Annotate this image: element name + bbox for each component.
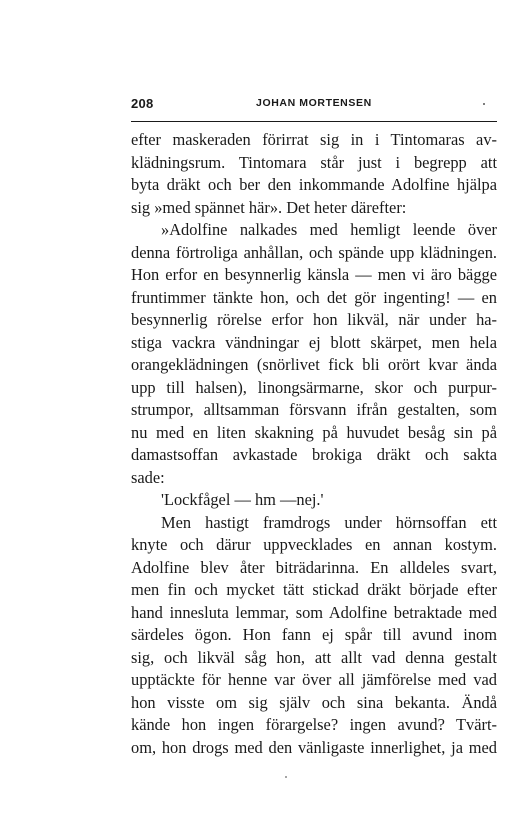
text-line: nu med en liten skakning på huvudet besåg sin på bbox=[131, 422, 497, 442]
text-line: denna förtroliga anhållan, och spände upp klädningen. bbox=[131, 242, 497, 262]
text-line: Adolfine blev åter biträdarinna. En alldeles svart, bbox=[131, 557, 497, 577]
text-line: upp till halsen), linongsärmarne, skor och purpur- bbox=[131, 377, 497, 397]
text-line: stiga vackra vändningar ej blott skärpet, men hela bbox=[131, 332, 497, 352]
text-line: särdeles ögon. Hon fann ej spår till avund inom bbox=[131, 625, 497, 644]
text-line: byta dräkt och ber den inkommande Adolfine hjälpa bbox=[131, 175, 497, 194]
text-line: orangeklädningen (snörlivet fick bli orört kvar ända bbox=[131, 355, 497, 374]
ink-speck bbox=[285, 776, 287, 778]
text-line: kände hon ingen förargelse? ingen avund? Tvärt- bbox=[131, 715, 497, 734]
body-text bbox=[131, 129, 497, 759]
text-line: knyte och därur uppvecklades en annan kostym. bbox=[131, 535, 497, 554]
header-rule bbox=[131, 121, 497, 122]
text-line: sig, och likväl såg hon, att allt vad denna gestalt bbox=[131, 647, 497, 667]
text-line: 'Lockfågel — hm —nej.' bbox=[161, 490, 324, 509]
text-line: hon visste om sig själv och sina bekanta. Ändå bbox=[131, 692, 497, 712]
ink-speck bbox=[483, 103, 485, 105]
text-line: sade: bbox=[131, 467, 165, 487]
text-line: strumpor, alltsamman försvann ifrån gestalten, som bbox=[131, 400, 497, 419]
page-number: 208 bbox=[131, 96, 154, 111]
text-line: efter maskeraden förirrat sig in i Tintomaras av- bbox=[131, 130, 497, 149]
text-line: men fin och mycket tätt stickad dräkt började efter bbox=[131, 580, 497, 599]
text-line: om, hon drogs med den vänligaste innerlighet, ja med bbox=[131, 737, 497, 757]
text-line: damastsoffan avkastade brokiga dräkt och sakta bbox=[131, 445, 497, 464]
text-line: fruntimmer tänkte hon, och det gör ingenting! — en bbox=[131, 287, 497, 307]
text-line: »Adolfine nalkades med hemligt leende över bbox=[161, 220, 497, 239]
text-line: Hon erfor en besynnerlig känsla — men vi äro bägge bbox=[131, 265, 497, 284]
text-line: hand innesluta lemmar, som Adolfine betraktade med bbox=[131, 602, 497, 622]
text-line: upptäckte för henne var över all jämförelse med vad bbox=[131, 670, 497, 689]
text-line: Men hastigt framdrogs under hörnsoffan ett bbox=[161, 512, 497, 532]
text-line: sig »med spännet här». Det heter därefter: bbox=[131, 197, 407, 217]
page-header bbox=[131, 96, 497, 114]
running-head: JOHAN MORTENSEN bbox=[256, 97, 372, 109]
text-line: besynnerlig rörelse erfor hon likväl, när under ha- bbox=[131, 310, 497, 329]
text-line: klädningsrum. Tintomara står just i begrepp att bbox=[131, 152, 497, 172]
